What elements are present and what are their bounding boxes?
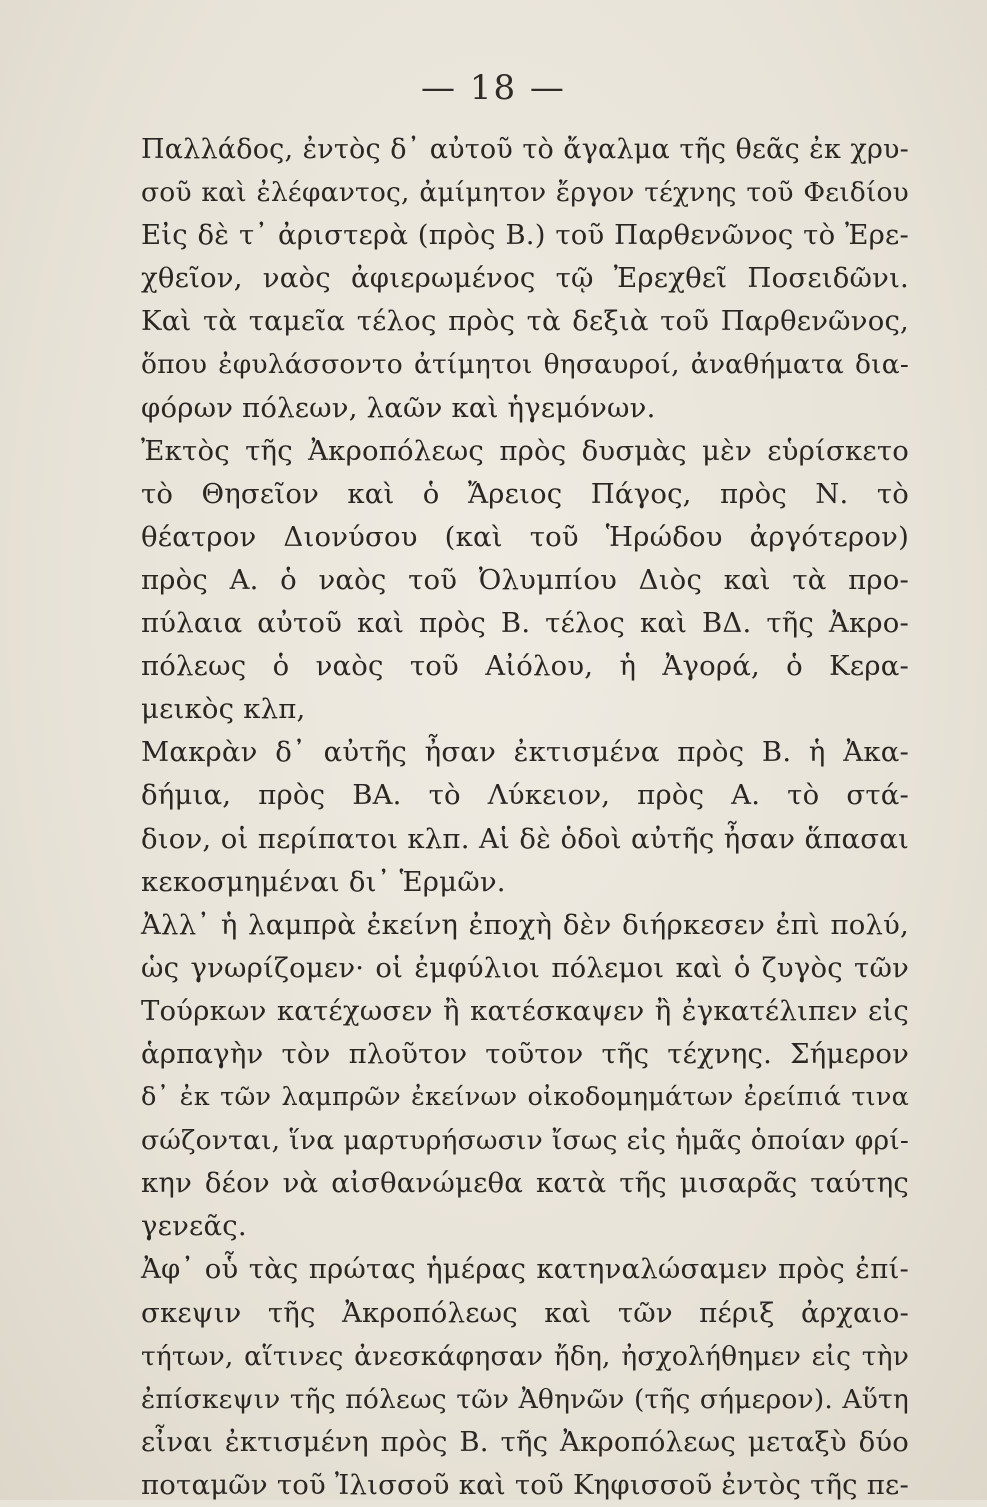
text-line: ὅπου ἐφυλάσσοντο ἀτίμητοι θησαυροί, ἀναθήματα δια- (141, 349, 909, 381)
text-line: σκεψιν τῆς Ἀκροπόλεως καὶ τῶν πέριξ ἀρχαιο- (141, 1296, 909, 1329)
text-line: φόρων πόλεων, λαῶν καὶ ἡγεμόνων. (141, 391, 656, 424)
text-line: Εἰς δὲ τ᾽ ἀριστερὰ (πρὸς Β.) τοῦ Παρθενῶνος τὸ Ἐρε- (141, 219, 909, 252)
text-line: χθεῖον, ναὸς ἀφιερωμένος τῷ Ἐρεχθεῖ Ποσειδῶνι. (141, 262, 909, 295)
text-line: τήτων, αἵτινες ἀνεσκάφησαν ἤδη, ἠσχολήθημεν εἰς τὴν (141, 1340, 909, 1372)
text-line: πόλεως ὁ ναὸς τοῦ Αἰόλου, ἡ Ἀγορά, ὁ Κερα- (141, 650, 909, 683)
text-line: κην δέον νὰ αἰσθανώμεθα κατὰ τῆς μισαρᾶς ταύτης (141, 1167, 909, 1200)
text-line: γενεᾶς. (141, 1210, 247, 1243)
text-line: διον, οἱ περίπατοι κλπ. Αἱ δὲ ὁδοὶ αὐτῆς ἦσαν ἅπασαι (141, 822, 909, 855)
text-line: Μακρὰν δ᾽ αὐτῆς ἦσαν ἐκτισμένα πρὸς Β. ἡ Ἀκα- (141, 736, 909, 769)
text-line: εἶναι ἐκτισμένη πρὸς Β. τῆς Ἀκροπόλεως μεταξὺ δύο (141, 1425, 909, 1458)
page-number: — 18 — (421, 68, 566, 108)
text-line: Ἀλλ᾽ ἡ λαμπρὰ ἐκείνη ἐποχὴ δὲν διήρκεσεν ἐπὶ πολύ, (141, 908, 909, 941)
text-line: Καὶ τὰ ταμεῖα τέλος πρὸς τὰ δεξιὰ τοῦ Παρθενῶνος, (141, 305, 909, 338)
body-text (141, 128, 909, 1507)
text-line: Ἐκτὸς τῆς Ἀκροπόλεως πρὸς δυσμὰς μὲν εὑρίσκετο (141, 434, 909, 467)
text-line: πύλαια αὐτοῦ καὶ πρὸς Β. τέλος καὶ ΒΔ. τῆς Ἀκρο- (141, 607, 909, 640)
text-line: ἁρπαγὴν τὸν πλοῦτον τοῦτον τῆς τέχνης. Σήμερον (141, 1037, 909, 1070)
text-line: θέατρον Διονύσου (καὶ τοῦ Ἡρώδου ἀργότερον) (141, 520, 909, 553)
text-line: ἐπίσκεψιν τῆς πόλεως τῶν Ἀθηνῶν (τῆς σήμερον). Αὕτη (141, 1383, 909, 1415)
text-line: Τούρκων κατέχωσεν ἢ κατέσκαψεν ἢ ἐγκατέλιπεν εἰς (141, 994, 909, 1027)
text-line: σώζονται, ἵνα μαρτυρήσωσιν ἴσως εἰς ἡμᾶς ὁποίαν φρί- (141, 1125, 909, 1157)
text-line: μεικὸς κλπ, (141, 693, 306, 726)
text-line: Ἀφ᾽ οὗ τὰς πρώτας ἡμέρας κατηναλώσαμεν πρὸς ἐπί- (141, 1253, 909, 1286)
text-line: δήμια, πρὸς ΒΑ. τὸ Λύκειον, πρὸς Α. τὸ στά- (141, 779, 909, 812)
text-line: Παλλάδος, ἐντὸς δ᾽ αὐτοῦ τὸ ἄγαλμα τῆς θεᾶς ἐκ χρυ- (141, 134, 909, 165)
text-line: ποταμῶν τοῦ Ἰλισσοῦ καὶ τοῦ Κηφισσοῦ ἐντὸς τῆς πε- (141, 1468, 909, 1501)
text-line: κεκοσμημέναι δι᾽ Ἑρμῶν. (141, 865, 506, 898)
text-line: ὡς γνωρίζομεν· οἱ ἐμφύλιοι πόλεμοι καὶ ὁ ζυγὸς τῶν (141, 951, 909, 984)
text-line: τὸ Θησεῖον καὶ ὁ Ἄρειος Πάγος, πρὸς Ν. τὸ (141, 477, 909, 510)
text-line: πρὸς Α. ὁ ναὸς τοῦ Ὀλυμπίου Διὸς καὶ τὰ προ- (141, 563, 909, 596)
text-line: δ᾽ ἐκ τῶν λαμπρῶν ἐκείνων οἰκοδομημάτων ἐρείπιά τινα (141, 1082, 909, 1113)
text-line: σοῦ καὶ ἐλέφαντος, ἀμίμητον ἔργον τέχνης τοῦ Φειδίου (141, 177, 909, 209)
